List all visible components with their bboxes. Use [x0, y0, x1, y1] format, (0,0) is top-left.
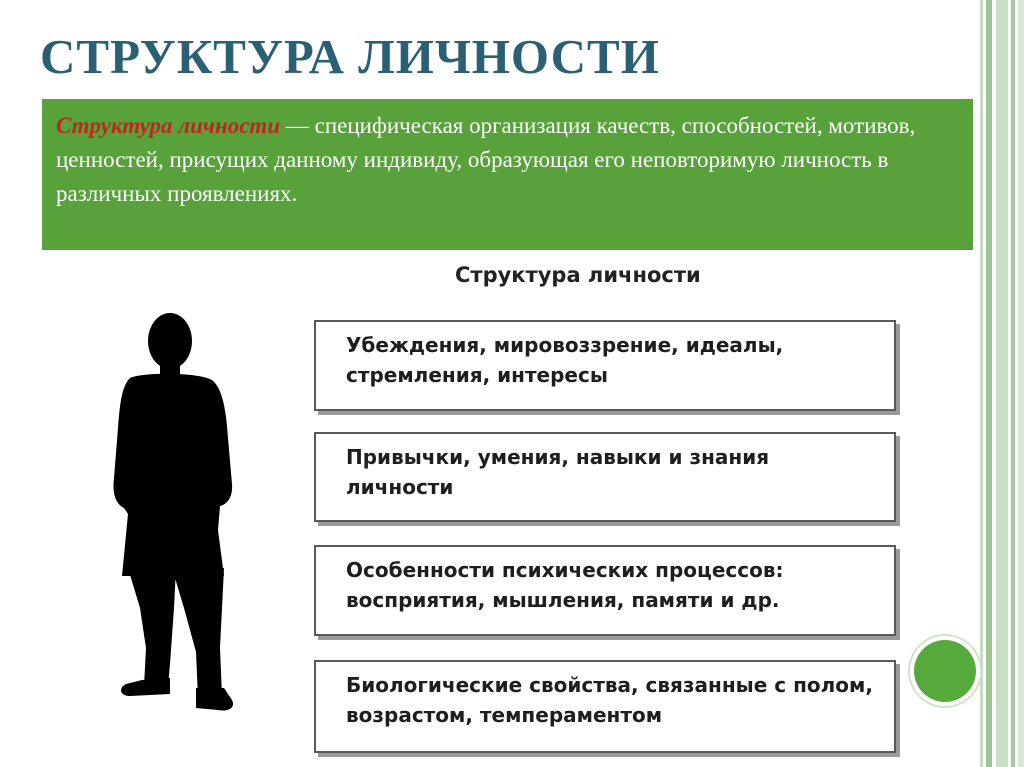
structure-level-box — [314, 545, 896, 636]
structure-level-box — [314, 660, 896, 753]
decorative-stripe — [980, 0, 983, 767]
structure-level-text: Убеждения, мировоззрение, идеалы, стремления, интересы — [346, 333, 784, 387]
decorative-stripe — [986, 0, 992, 767]
structure-level-box — [314, 432, 896, 522]
decorative-stripe — [996, 0, 1008, 767]
definition-term: Структура личности — [56, 113, 281, 138]
diagram-heading: Структура личности — [455, 263, 701, 287]
structure-level-text: Привычки, умения, навыки и знания личности — [346, 445, 770, 499]
definition-box — [42, 99, 973, 250]
slide-title: СТРУКТУРА ЛИЧНОСТИ — [40, 29, 660, 84]
decorative-stripe — [1011, 0, 1015, 767]
structure-level-text: Особенности психических процессов: восприятия, мышления, памяти и др. — [346, 558, 784, 612]
green-circle-icon — [914, 640, 976, 702]
structure-level-box — [314, 320, 896, 411]
structure-level-text: Биологические свойства, связанные с полом, возрастом, темпераментом — [346, 673, 873, 727]
decorative-stripe — [1018, 0, 1024, 767]
definition-text: — специфическая организация качеств, способностей, мотивов, ценностей, присущих данному индивиду, образующая его неповторимую личность в различных проявлениях. — [56, 113, 916, 206]
person-silhouette-icon — [100, 308, 260, 712]
